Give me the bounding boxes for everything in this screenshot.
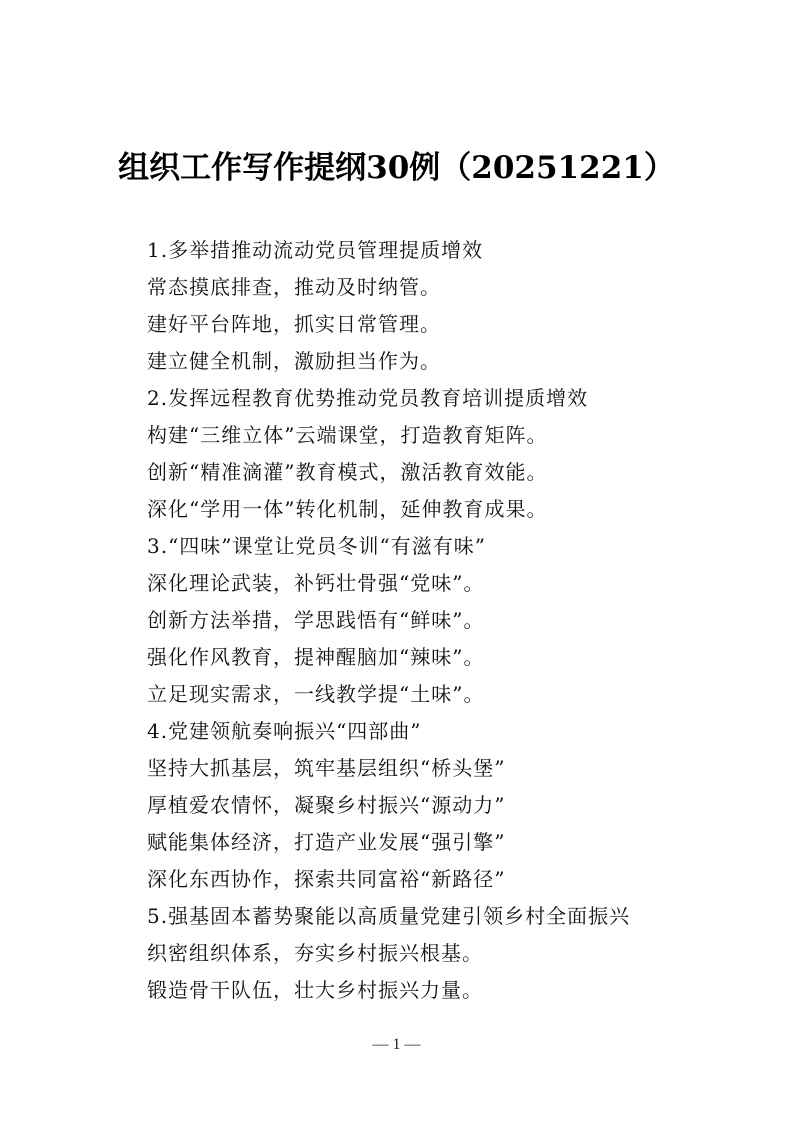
body-line: 立足现实需求，一线教学提“土味”。	[147, 682, 485, 706]
body-line: 厚植爱农情怀，凝聚乡村振兴“源动力”	[147, 793, 506, 817]
document-title: 组织工作写作提纲30例（20251221）	[118, 150, 675, 186]
body-line: 5.强基固本蓄势聚能以高质量党建引领乡村全面振兴	[147, 904, 631, 928]
page-number: — 1 —	[372, 1036, 421, 1053]
body-line: 构建“三维立体”云端课堂，打造教育矩阵。	[147, 423, 548, 447]
body-line: 赋能集体经济，打造产业发展“强引擎”	[147, 830, 506, 854]
body-line: 3.“四味”课堂让党员冬训“有滋有味”	[147, 534, 486, 558]
body-line: 2.发挥远程教育优势推动党员教育培训提质增效	[147, 386, 589, 410]
body-line: 锻造骨干队伍，壮大乡村振兴力量。	[147, 978, 483, 1002]
body-line: 常态摸底排查，推动及时纳管。	[147, 275, 441, 299]
body-line: 坚持大抓基层，筑牢基层组织“桥头堡”	[147, 756, 506, 780]
body-line: 强化作风教育，提神醒脑加“辣味”。	[147, 645, 485, 669]
body-line: 深化“学用一体”转化机制，延伸教育成果。	[147, 497, 548, 521]
body-line: 深化东西协作，探索共同富裕“新路径”	[147, 867, 506, 891]
body-line: 创新方法举措，学思践悟有“鲜味”。	[147, 608, 485, 632]
body-line: 4.党建领航奏响振兴“四部曲”	[147, 719, 422, 743]
body-line: 建立健全机制，激励担当作为。	[147, 349, 441, 373]
body-line: 创新“精准滴灌”教育模式，激活教育效能。	[147, 460, 548, 484]
body-line: 深化理论武装，补钙壮骨强“党味”。	[147, 571, 485, 595]
body-line: 建好平台阵地，抓实日常管理。	[147, 312, 441, 336]
body-line: 织密组织体系，夯实乡村振兴根基。	[147, 941, 483, 965]
document-body	[147, 232, 667, 1009]
body-line: 1.多举措推动流动党员管理提质增效	[147, 238, 484, 262]
